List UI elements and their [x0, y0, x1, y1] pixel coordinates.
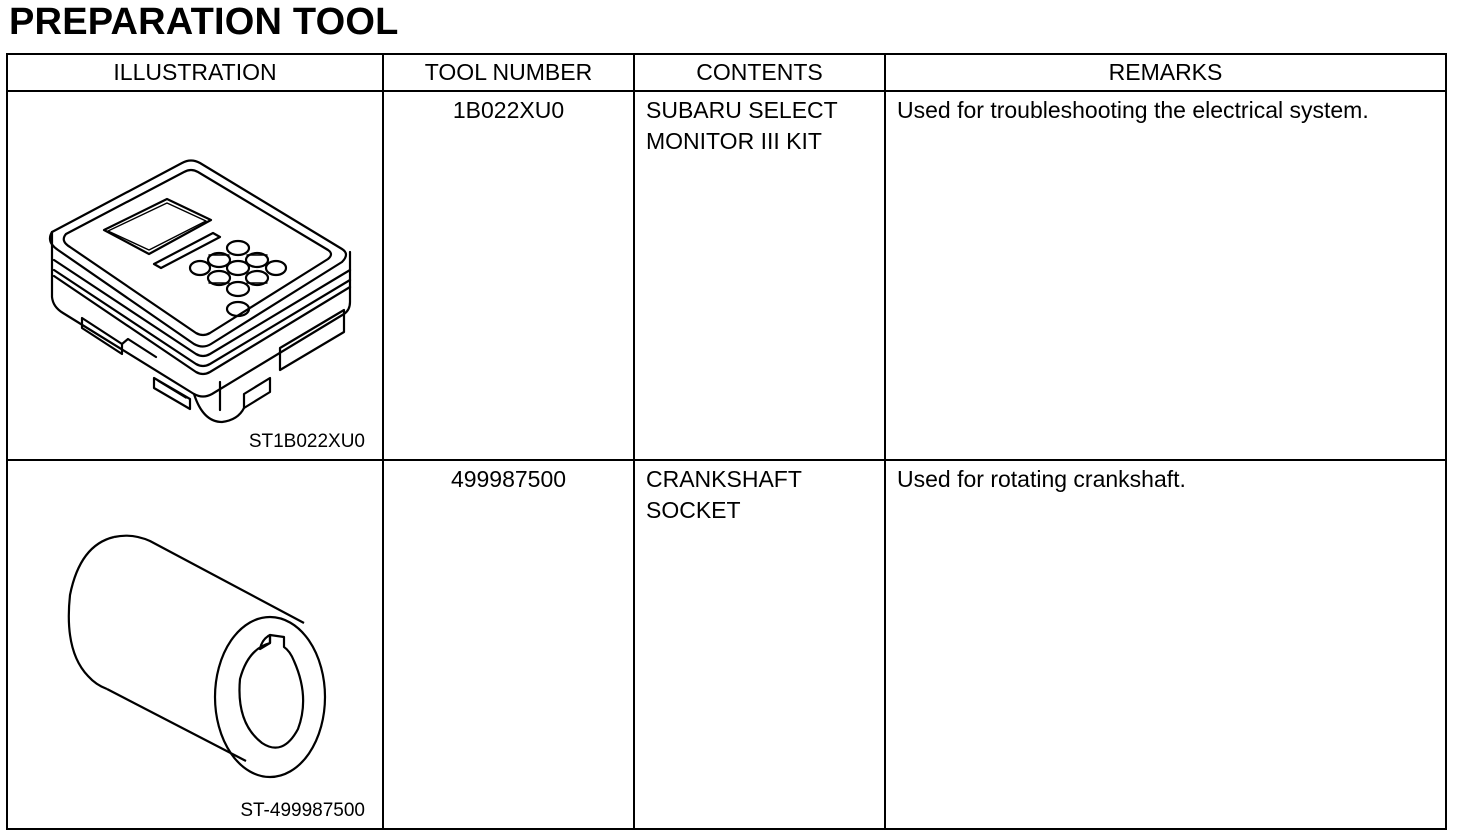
remarks-cell: Used for troubleshooting the electrical system.	[885, 91, 1446, 460]
table-row	[7, 460, 1446, 829]
illustration-code: ST1B022XU0	[248, 431, 365, 452]
table-row	[7, 91, 1446, 460]
illustration-cell	[7, 460, 383, 829]
crankshaft-socket-icon	[8, 461, 384, 830]
contents-cell: CRANKSHAFT SOCKET	[634, 460, 885, 829]
page-title: PREPARATION TOOL	[9, 1, 399, 43]
illustration-code: ST-499987500	[240, 800, 365, 821]
tool-number-cell: 499987500	[383, 460, 634, 829]
tool-number-cell: 1B022XU0	[383, 91, 634, 460]
illustration-cell	[7, 91, 383, 460]
table-header-row	[7, 54, 1446, 91]
contents-cell: SUBARU SELECT MONITOR III KIT	[634, 91, 885, 460]
column-header-contents: CONTENTS	[634, 54, 885, 91]
select-monitor-device-icon	[8, 92, 384, 461]
preparation-tool-table	[6, 53, 1447, 830]
column-header-remarks: REMARKS	[885, 54, 1446, 91]
remarks-cell: Used for rotating crankshaft.	[885, 460, 1446, 829]
column-header-tool-number: TOOL NUMBER	[383, 54, 634, 91]
column-header-illustration: ILLUSTRATION	[7, 54, 383, 91]
